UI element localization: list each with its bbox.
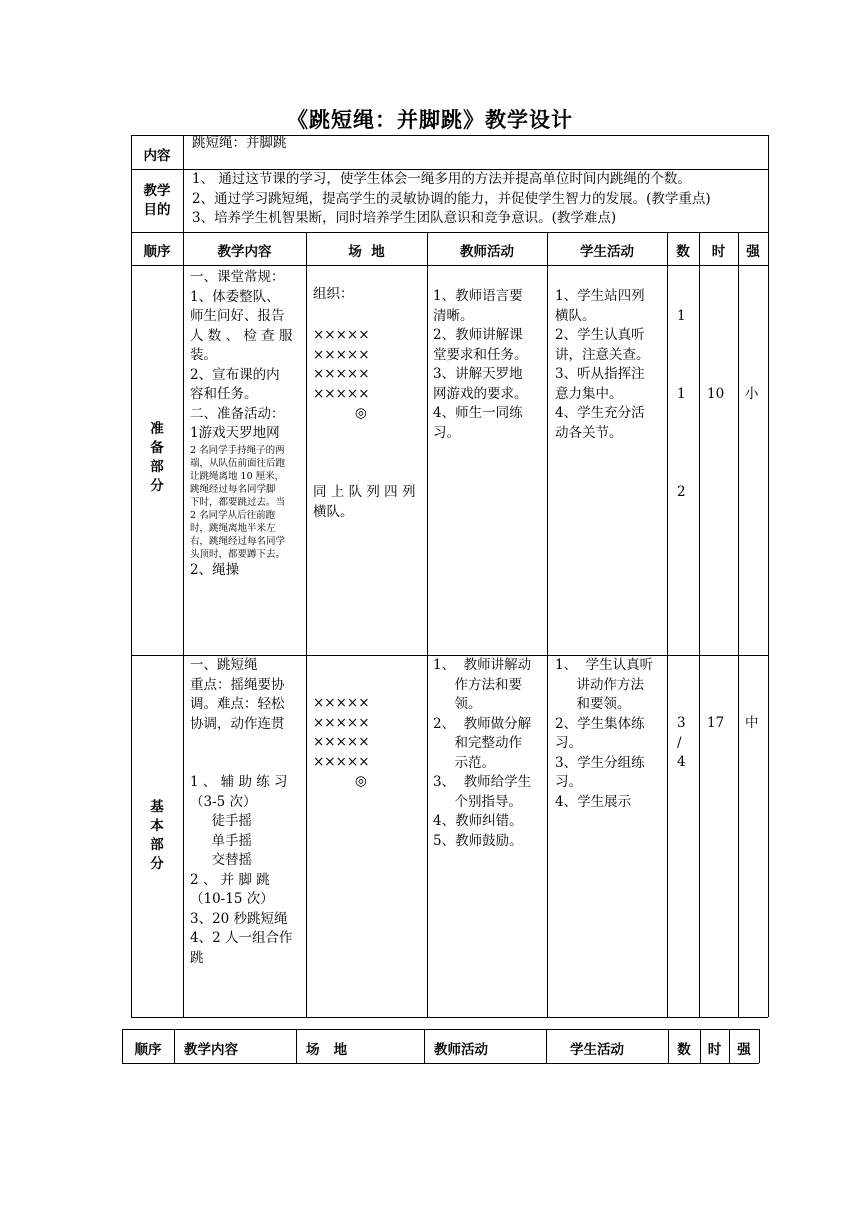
prep-count: 2 [677,484,686,500]
prep-time: 10 [707,386,725,402]
teacher-position-icon: ◎ [355,405,367,421]
basic-student-activity: 1、 学生认真听 讲动作方法 和要领。 2、学生集体练 习。 3、学生分组练 习。 4、学生展示 [555,657,654,810]
header-time: 时 [711,244,726,260]
header-content: 教学内容 [217,244,272,260]
header-student: 学生活动 [580,244,634,260]
prep-section-label: 准 备 部 分 [150,421,164,494]
prep-student-activity: 1、学生站四列 横队。 2、学生认真听 讲，注意关查。 3、听从指挥注 意力集中。 4、学生充分活 动各关节。 [555,288,650,441]
footer-header-student: 学生活动 [570,1042,624,1058]
header-venue: 场 地 [348,244,385,260]
header-count: 数 [676,244,690,260]
header-order: 顺序 [143,244,171,260]
goals-list [192,170,711,229]
basic-section-label: 基 本 部 分 [150,799,164,872]
basic-content: 一、跳短绳 重点：摇绳要协 调。难点：轻松 协调，动作连贯 1 、 辅 助 练 习 （3-5 次） 徒手摇 单手摇 交替摇 2 、 并 脚 跳 （10-15 次） 3、20 秒跳短绳 4、2 人一组合作 跳 [190,657,293,966]
goal-item: 1、 通过这节课的学习，使学生体会一绳多用的方法并提高单位时间内跳绳的个数。 [192,171,691,187]
basic-intensity: 中 [745,715,759,731]
goal-item: 3、培养学生机智果断，同时培养学生团队意识和竞争意识。(教学难点) [192,210,617,226]
footer-header-time: 时 [707,1042,722,1058]
prep-count: 1 [677,308,686,324]
footer-header-count: 数 [677,1042,691,1058]
prep-venue-note: 同 上 队 列 四 列 横队。 [313,484,416,520]
goal-item: 2、通过学习跳短绳，提高学生的灵敏协调的能力，并促使学生智力的发展。(教学重点) [192,190,711,207]
prep-formation: ××××× ××××× ××××× ××××× ◎ [313,326,370,424]
footer-header-venue: 场 地 [306,1042,348,1058]
prep-teacher-activity: 1、教师语言要 清晰。 2、教师讲解课 堂要求和任务。 3、讲解天罗地 网游戏的要求。 4、师生一同练 习。 [433,288,528,441]
footer-header-intensity: 强 [737,1042,751,1058]
basic-count: 3 / 4 [677,715,686,770]
content-value: 跳短绳：并脚跳 [192,135,287,151]
teacher-position-icon: ◎ [355,773,367,789]
footer-header-content: 教学内容 [184,1042,238,1058]
basic-teacher-activity: 1、 教师讲解动 作方法和要 领。 2、 教师做分解 和完整动作 示范。 3、 教师给学生 个别指导。 4、教师纠错。 5、教师鼓励。 [433,657,532,849]
content-label: 内容 [143,148,171,164]
header-teacher: 教师活动 [460,244,514,260]
footer-header-teacher: 教师活动 [434,1042,488,1058]
goals-label: 教学 目的 [143,183,171,218]
prep-venue-org: 组织： [313,286,354,302]
basic-formation: ××××× ××××× ××××× ××××× ◎ [313,694,370,792]
header-intensity: 强 [746,244,760,260]
footer-header-order: 顺序 [134,1042,162,1058]
prep-intensity: 小 [745,386,759,402]
prep-count: 1 [677,386,686,402]
prep-content: 一、课堂常规： 1、体委整队、 师生问好、报告 人 数 、 检 查 服 装。 2、宣布课的内 容和任务。 二、准备活动： 1游戏天罗地网 2 名同学手持绳子的两 端，从队伍前面往后跑 让跳绳离地 10 厘米， 跳绳经过每名同学脚 下时，都要跳过去。当 2 名同学从后往前跑 时，跳绳离地半米左 右，跳绳经过每名同学 头顶时，都要蹲下去。 2、绳操 [190,269,293,578]
basic-time: 17 [707,715,725,731]
page-title: 《跳短绳：并脚跳》教学设计 [287,108,573,132]
